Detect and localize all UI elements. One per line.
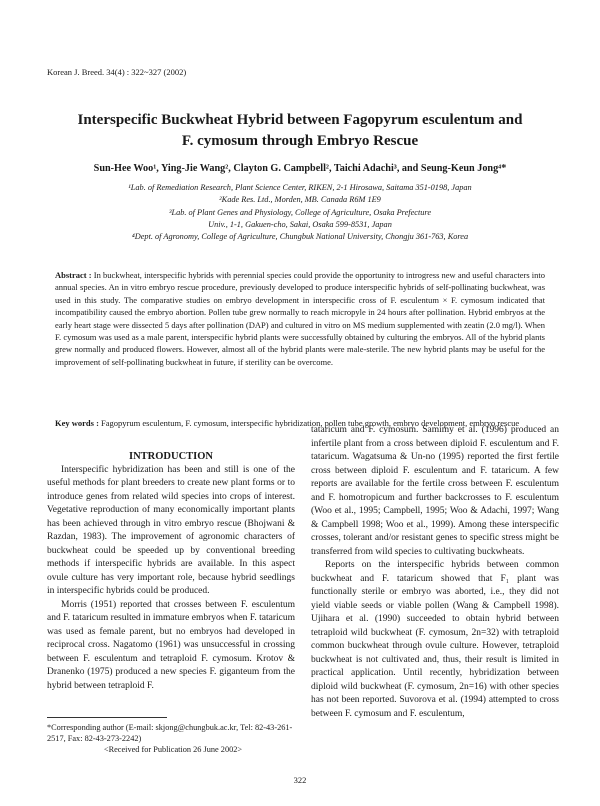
keywords-text: Fagopyrum esculentum, F. cymosum, interspecific hybridization, pollen tube growth, embryo development, embryo rescue — [101, 418, 520, 428]
keywords-label: Key words : — [55, 418, 99, 428]
section-heading-introduction: INTRODUCTION — [128, 451, 213, 462]
paper-title — [40, 110, 560, 152]
affiliation-4: ⁴Dept. of Agronomy, College of Agriculture, Chungbuk National University, Chongju 361-763, Korea — [131, 232, 469, 242]
received-date: <Received for Publication 26 June 2002> — [103, 745, 243, 754]
corresponding-author-note: *Corresponding author (E-mail: skjong@chungbuk.ac.kr, Tel: 82-43-261-2517, Fax: 82-43-273-2242) — [47, 723, 293, 743]
title-line-1: Interspecific Buckwheat Hybrid between Fagopyrum esculentum and — [77, 112, 523, 128]
affiliations — [40, 182, 560, 243]
affiliation-1: ¹Lab. of Remediation Research, Plant Science Center, RIKEN, 2-1 Hirosawa, Saitama 351-0198, Japan — [128, 183, 472, 192]
intro-paragraph-2: Morris (1951) reported that crosses between F. esculentum and F. tataricum resulted in immature embryos when F. tataricum was used as female parent, but no embryos had developed in reciprocal cross. Nagatomo (1961) was unsuccessful in crossing between F. esculentum and tetraploid F. cymosum. Krotov & Dranenko (1975) produced a new species F. giganteum from the hybrid between tetraploid F. — [47, 599, 295, 691]
journal-citation: Korean J. Breed. 34(4) : 322~327 (2002) — [47, 67, 187, 77]
title-line-2: F. cymosum through Embryo Rescue — [181, 133, 419, 149]
left-column — [47, 450, 295, 693]
abstract-label: Abstract : — [55, 270, 92, 280]
abstract-text: In buckwheat, interspecific hybrids with perennial species could provide the opportunity to introgress new and useful characters into annual species. An in vitro embryo rescue procedure, previously developed to produce interspecific hybrids of self-pollinating buckwheat, was used in this study. The comparative studies on embryo development in interspecific cross of F. esculentum × F. cymosum indicated that incompatibility caused the embryo abortion. Pollen tube grew normally to reach micropyle in 24 hours after pollination. Hybrid embryos at the early heart stage were dissected 5 days after pollination (DAP) and cultured in vitro on MS medium supplemented with zeatin (2.0 mg/l). When F. cymosum was used as a male parent, interspecific hybrid plants were successfully obtained by culturing the embryos. All of the hybrid plants grew normally and produced flowers. However, almost all of the hybrid plants were male-sterile. The new hybrid plants may be useful for the improvement of self-pollinating buckwheat in future, if sterility can be overcome. — [55, 270, 545, 367]
footnote — [47, 717, 299, 755]
intro-paragraph-1: Interspecific hybridization has been and still is one of the useful methods for plant breeders to create new plant forms or to introduce genes from related wild species into crops of interest. Vegetative reproduction of many economically important plants has been achieved through in vitro embryo rescue (Bhojwani & Razdan, 1983). The improvement of agronomic characters of buckwheat could be speeded up by conventional breeding methods if interspecific hybrids are available. In this aspect ovule culture has very important role, because hybrid seedlings in interspecific hybrids could be produced. — [47, 464, 295, 596]
footnote-rule — [47, 717, 167, 718]
page-number: 322 — [293, 775, 307, 785]
affiliation-2: ²Kade Res. Ltd., Morden, MB. Canada R6M 1E9 — [219, 195, 381, 205]
right-column — [311, 424, 559, 721]
abstract — [55, 269, 545, 368]
intro-paragraph-continuation: tataricum and F. cymosum. Samimy et al. (1996) produced an infertile plant from a cross between diploid F. esculentum and F. tataricum. Wagatsuma & Un-no (1995) reported the first fertile cross between diploid F. esculentum and F. tataricum. A few reports are available for the fertile cross between F. esculentum and F. homotropicum and further backcrosses to F. esculentum (Woo et al., 1995; Campbell, 1995; Woo & Adachi, 1997; Wang & Campbell 1998; Woo et al., 1999). Among these interspecific crosses, tolerant and/or resistant genes to specific stress might be transferred from wild species to cultivating buckwheats. — [311, 425, 559, 557]
author-list: Sun-Hee Woo¹, Ying-Jie Wang², Clayton G. Campbell², Taichi Adachi³, and Seung-Keun Jong⁴* — [93, 163, 507, 174]
affiliation-3-cont: Univ., 1-1, Gakuen-cho, Sakai, Osaka 599-8531, Japan — [208, 219, 392, 229]
affiliation-3: ³Lab. of Plant Genes and Physiology, College of Agriculture, Osaka Prefecture — [168, 207, 432, 217]
intro-paragraph-3: Reports on the interspecific hybrids between common buckwheat and F. tataricum showed that F₁ plant was functionally sterile or embryo was aborted, i.e., they did not yield viable seeds or viable pollen (Wang & Campbell 1998). Ujihara et al. (1990) succeeded to obtain hybrid between tetraploid wild buckwheat (F. cymosum, 2n=32) with tetraploid common buckwheat through ovule culture. However, tetraploid buckwheat is not cultivated and, thus, their result is limited in practical application. Until recently, hybridization between diploid wild buckwheat (F. cymosum, 2n=16) with other species has not been reported. Suvorova et al. (1994) attempted to cross between F. cymosum and F. esculentum, — [311, 560, 559, 719]
